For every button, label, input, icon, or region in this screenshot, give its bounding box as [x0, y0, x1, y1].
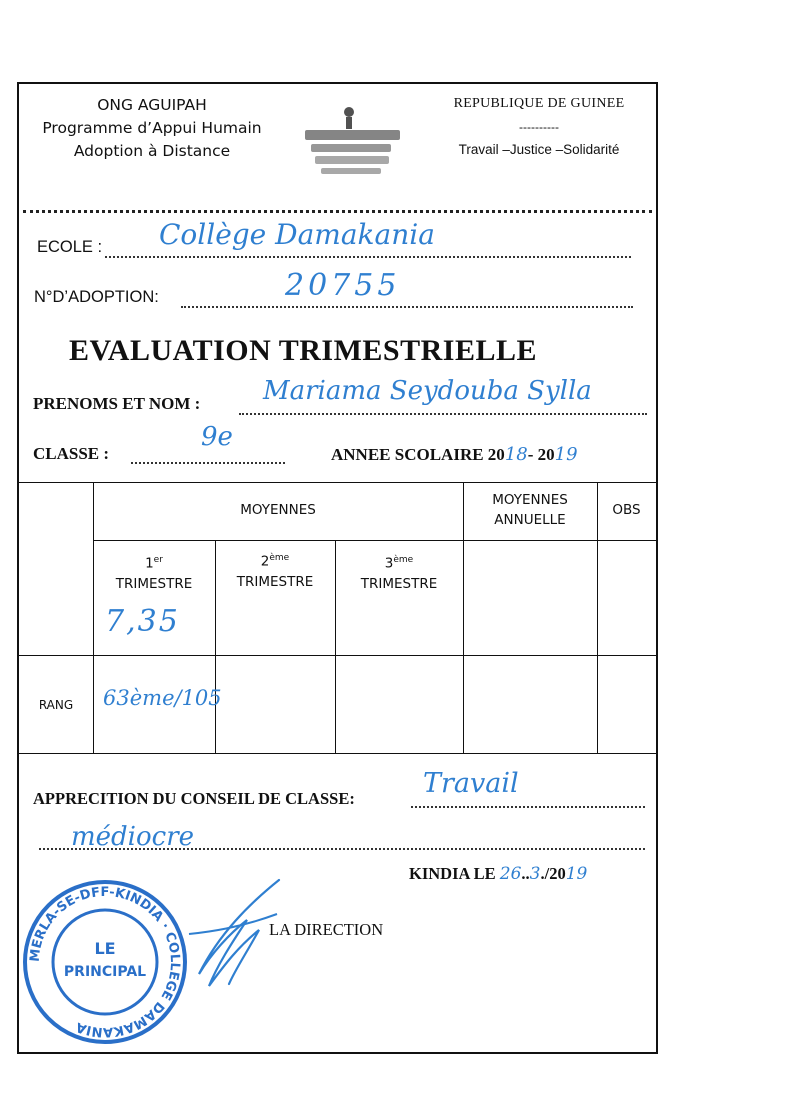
classe-dots	[131, 462, 285, 464]
ecole-value: Collège Damakania	[159, 218, 435, 251]
t3-num: 3	[384, 555, 394, 572]
kindia-city: KINDIA LE	[409, 864, 496, 883]
t3-label: TRIMESTRE	[360, 575, 438, 592]
trimestre-1-header	[93, 550, 215, 594]
stamp-ring-text: MERLA-SE-DFF-KINDIA · COLLEGE DAMAKANIA	[27, 884, 183, 1040]
stamp-center-2: PRINCIPAL	[63, 964, 147, 980]
stamp-center-1: LE	[94, 939, 116, 958]
adoption-dots	[181, 306, 633, 308]
student-value: Mariama Seydouba Sylla	[263, 376, 592, 406]
republic-motto: Travail –Justice –Solidarité	[458, 142, 620, 157]
kindia-year: 19	[565, 864, 588, 884]
page-title: EVALUATION TRIMESTRIELLE	[69, 334, 537, 367]
t1-sup: er	[153, 555, 163, 565]
grades-table	[19, 482, 656, 754]
annee-sep: - 20	[527, 445, 555, 464]
org-name: ONG AGUIPAH	[97, 96, 207, 114]
republic-title: REPUBLIQUE DE GUINEE	[453, 96, 625, 111]
t2-label: TRIMESTRE	[236, 573, 314, 590]
t1-rang-value: 63ème/105	[103, 686, 222, 710]
student-dots	[239, 413, 647, 415]
annee-y1: 18	[504, 444, 528, 465]
moyennes-annuelle-line1: MOYENNES	[492, 492, 568, 508]
evaluation-card	[17, 82, 658, 1054]
adoption-value: 20755	[285, 268, 401, 303]
moyennes-annuelle-header	[463, 490, 597, 530]
trimestre-2-header	[215, 548, 335, 592]
org-adoption: Adoption à Distance	[73, 142, 231, 160]
direction-label: LA DIRECTION	[269, 920, 384, 939]
svg-text:MERLA-SE-DFF-KINDIA · COLLEGE	[28, 885, 182, 1039]
student-label: PRENOMS ET NOM :	[33, 394, 201, 413]
kindia-year-prefix: /20	[544, 864, 566, 883]
ecole-dots	[105, 256, 631, 258]
annee-scolaire	[331, 444, 578, 465]
appreciation-value-2: médiocre	[71, 822, 195, 852]
republic-rule: ----------	[519, 120, 559, 134]
kindia-month: 3	[529, 864, 541, 884]
t1-num: 1	[145, 555, 154, 572]
org-program: Programme d’Appui Humain	[42, 119, 262, 137]
kindia-day: 26	[499, 864, 522, 884]
org-logo	[297, 102, 412, 180]
obs-header: OBS	[612, 502, 641, 518]
principal-signature	[169, 874, 289, 994]
appreciation-label: APPRECITION DU CONSEIL DE CLASSE:	[33, 789, 355, 808]
t2-sup: ème	[269, 553, 290, 563]
annee-label: ANNEE SCOLAIRE 20	[331, 445, 505, 464]
t1-moyenne-value: 7,35	[105, 604, 180, 639]
moyennes-header: MOYENNES	[240, 502, 316, 518]
school-stamp	[17, 874, 193, 1050]
kindia-date: KINDIA LE 26..3./2019	[409, 864, 588, 884]
annee-y2: 19	[554, 444, 578, 465]
ecole-label: ECOLE :	[37, 238, 103, 256]
republic-block	[419, 96, 659, 157]
appreciation-value-1: Travail	[423, 768, 519, 799]
org-block	[21, 94, 283, 163]
trimestre-3-header	[335, 550, 463, 594]
classe-value: 9e	[201, 422, 233, 452]
moyennes-annuelle-line2: ANNUELLE	[494, 512, 566, 528]
appreciation-dots-1	[411, 806, 645, 808]
header-divider	[23, 210, 652, 213]
adoption-label: N°D’ADOPTION:	[34, 288, 159, 306]
t3-sup: ème	[393, 555, 414, 565]
rang-label: RANG	[38, 698, 74, 712]
classe-label: CLASSE :	[33, 444, 110, 463]
t1-label: TRIMESTRE	[115, 575, 193, 592]
t2-num: 2	[260, 553, 270, 570]
